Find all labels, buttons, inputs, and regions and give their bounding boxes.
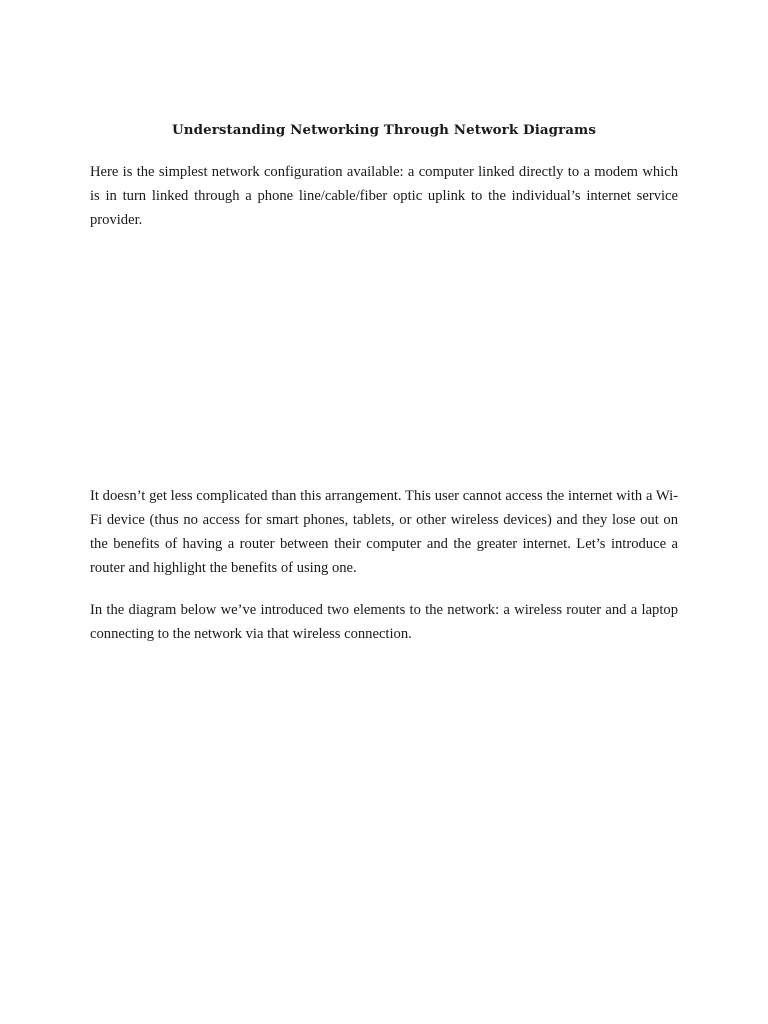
paragraph-intro: Here is the simplest network configuration available: a computer linked directly to a modem which is in turn linked through a phone line/cable/fiber optic uplink to the individual’s internet service provider. <box>90 164 678 228</box>
diagram-placeholder-router-network <box>90 660 678 1000</box>
paragraph-diagram-below: In the diagram below we’ve introduced two elements to the network: a wireless router and a laptop connecting to the network via that wireless connection. <box>90 602 678 642</box>
page-title: Understanding Networking Through Network Diagrams <box>172 122 596 138</box>
paragraph-arrangement: It doesn’t get less complicated than this arrangement. This user cannot access the internet with a Wi-Fi device (thus no access for smart phones, tablets, or other wireless devices) and they lose out on the benefits of having a router between their computer and the greater internet. Let’s introduce a router and highlight the benefits of using one. <box>90 488 678 576</box>
diagram-placeholder-simple-network <box>90 240 678 470</box>
